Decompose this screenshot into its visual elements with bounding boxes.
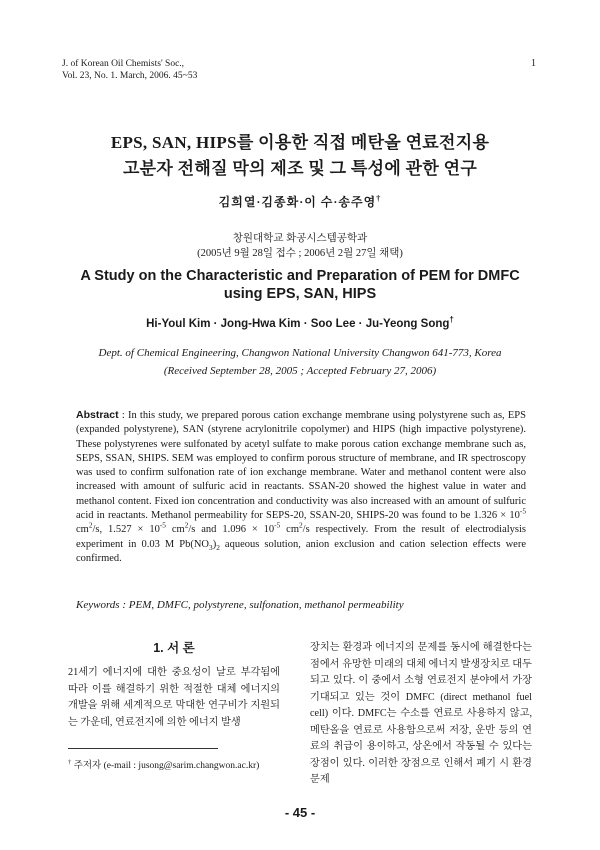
subscript: 3 bbox=[209, 542, 213, 552]
english-authors bbox=[0, 315, 600, 330]
footnote-text: 주저자 (e-mail : jusong@sarim.changwon.ac.kr) bbox=[71, 761, 260, 771]
exponent: 2 bbox=[88, 520, 93, 530]
right-column-text: 장치는 환경과 에너지의 문제를 동시에 해결한다는 점에서 유망한 미래의 대체 에너지 발생장치로 대두되고 있다. 이 중에서 소형 연료전지 분야에서 가장 기대되고 있는 것이 DMFC (direct methanol fuel cell) 이다. DMFC는 수소를 연료로 사용하지 않고, 메탄올을 연료로 사용함으로써 저장, 운반 등의 연료의 취급이 용이하고, 상온에서 작동될 수 있다는 장점이 있다. 이러한 장점으로 인해서 폐기 시 환경문제 bbox=[310, 642, 532, 785]
unit: cm bbox=[165, 524, 185, 536]
korean-dates: (2005년 9월 28일 접수 ; 2006년 2월 27일 채택) bbox=[197, 248, 403, 259]
english-title-line-2: using EPS, SAN, HIPS bbox=[223, 286, 377, 302]
exponent: 2 bbox=[299, 520, 303, 530]
unit: cm bbox=[76, 524, 89, 536]
korean-affiliation: 창원대학교 화공시스템공학과 bbox=[232, 233, 368, 244]
footer-page-number: - 45 - bbox=[284, 805, 316, 820]
footnote-mark: † bbox=[68, 758, 72, 766]
korean-title-line-2: 고분자 전해질 막의 제조 및 그 특성에 관한 연구 bbox=[122, 159, 478, 178]
exponent: -5 bbox=[519, 506, 526, 516]
abstract-label: Abstract bbox=[76, 409, 119, 421]
abstract bbox=[76, 408, 526, 566]
journal-citation bbox=[62, 58, 197, 82]
exponent: -5 bbox=[274, 520, 281, 530]
korean-title-line-1: EPS, SAN, HIPS를 이용한 직접 메탄올 연료전지용 bbox=[110, 133, 490, 152]
abstract-body: /s respectively. From the result of electrodialysis experiment in 0.03 M Pb(NO bbox=[76, 524, 526, 550]
corresponding-author-mark: † bbox=[376, 194, 382, 203]
english-corresponding-mark: † bbox=[449, 315, 454, 325]
korean-author-names: 김희열·김종화·이 수·송주영 bbox=[218, 195, 377, 209]
abstract-body: aqueous solution, anion exclusion and cation selection effects were confirmed. bbox=[76, 538, 526, 564]
journal-line-1: J. of Korean Oil Chemists' Soc., bbox=[62, 59, 185, 69]
english-affiliation: Dept. of Chemical Engineering, Changwon National University Changwon 641-773, Korea bbox=[98, 347, 502, 359]
abstract-body: ) bbox=[212, 538, 217, 550]
korean-authors bbox=[0, 193, 600, 210]
abstract-body: /s and 1.096 × 10 bbox=[188, 524, 275, 536]
footnote-divider bbox=[68, 748, 218, 749]
subscript: 2 bbox=[216, 542, 220, 552]
exponent: 2 bbox=[184, 520, 189, 530]
left-column-text: 21세기 에너지에 대한 중요성이 날로 부각됨에 따라 이를 해결하기 위한 적절한 대체 에너지의 개발을 위해 세계적으로 막대한 연구비가 지원되는 가운데, 연료전지에 의한 에너지 발생 bbox=[68, 667, 280, 728]
section-heading-introduction: 1. 서 론 bbox=[153, 641, 195, 655]
exponent: -5 bbox=[159, 520, 166, 530]
unit: cm bbox=[280, 524, 299, 536]
keywords: Keywords : PEM, DMFC, polystyrene, sulfonation, methanol permeability bbox=[76, 599, 404, 611]
footnote bbox=[68, 757, 259, 771]
english-title-line-1: A Study on the Characteristic and Preparation of PEM for DMFC bbox=[80, 268, 520, 284]
english-author-names: Hi-Youl Kim · Jong-Hwa Kim · Soo Lee · Ju-Yeong Song bbox=[146, 318, 450, 330]
page-number: 1 bbox=[531, 58, 536, 69]
abstract-body: : In this study, we prepared porous cation exchange membrane using polystyrene such as, EPS (expanded polystyrene), SAN (styrene acrylonitrile copolymer) and HIPS (high impactive polystyrene). These polystyrenes were sulfonated by acetyl sulfate to make porous cation exchange membrane such as, SEPS, SSAN, SHIPS. SEM was employed to confirm porous structure of membrane, and IR spectroscopy was used to confirm sulfonation rate of ion exchange membrane. Water and methanol content were also increased with amount of sulfuric acid in reactants. SSAN-20 showed the highest value in water and methanol content. Fixed ion concentration and conductivity was also increased with an amount of sulfuric acid in reactants. Methanol permeability for SEPS-20, SSAN-20, SHIPS-20 was found to be 1.326 × 10 bbox=[76, 410, 526, 522]
journal-line-2: Vol. 23, No. 1. March, 2006. 45~53 bbox=[62, 71, 198, 81]
english-dates: (Received September 28, 2005 ; Accepted February 27, 2006) bbox=[163, 365, 437, 377]
abstract-body: /s, 1.527 × 10 bbox=[92, 524, 160, 536]
